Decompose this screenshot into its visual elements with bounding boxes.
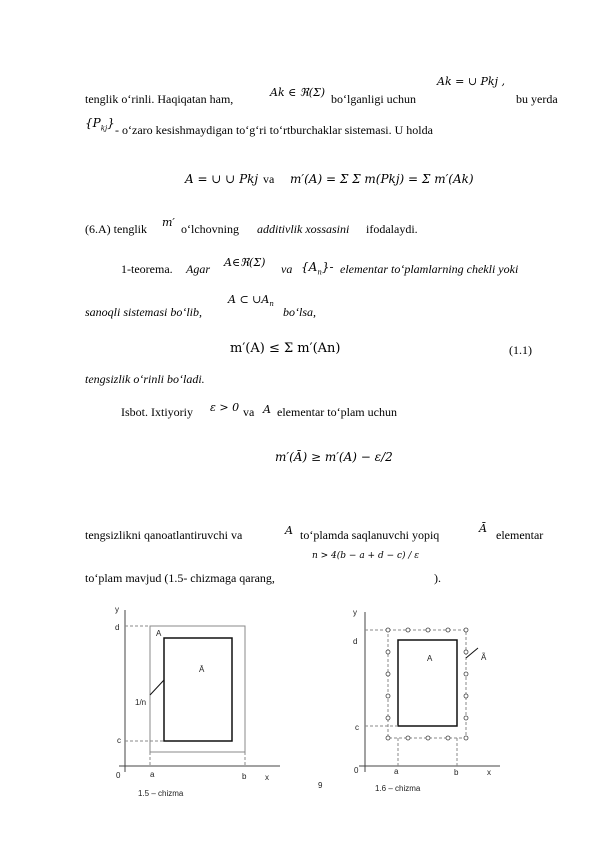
pkj-set: $\{P_{kj}\}$: [85, 116, 115, 133]
fig2-a-set-label: A: [427, 654, 433, 663]
para2-suffix: ifodalaydi.: [366, 222, 418, 236]
fig1-y-label: y: [115, 605, 119, 614]
proof-end: elementar to‘plam uchun: [277, 405, 397, 419]
proof-va: va: [243, 405, 255, 419]
fig2-origin-label: 0: [354, 766, 359, 775]
fig2-caption: 1.6 – chizma: [375, 784, 421, 793]
proof-start: Isbot. Ixtiyoriy: [121, 405, 193, 419]
set-atilde-rect: [388, 630, 466, 738]
fig1-b-label: b: [242, 772, 247, 781]
theorem-conclusion: tengsizlik o‘rinli bo‘ladi.: [85, 372, 205, 386]
para2-italic: additivlik xossasini: [257, 222, 350, 236]
fig1-inv-n-label: 1/n: [135, 698, 147, 707]
formula-ak-union: Ak = ∪ Pkj ,: [437, 75, 506, 88]
para3-a: A: [285, 524, 293, 537]
para3-line1-start: tengsizlikni qanoatlantiruvchi va: [85, 528, 243, 542]
fig1-a-set-label: A: [156, 629, 162, 638]
fig2-atilde-label: Ã: [481, 653, 487, 662]
fig2-c-label: c: [355, 723, 359, 732]
fig2-b-label: b: [454, 768, 459, 777]
theorem-desc: elementar to‘plamlarning chekli yoki: [340, 262, 519, 276]
fig1-x-label: x: [265, 773, 269, 782]
formula-va: va: [263, 172, 275, 186]
proof-a: A: [263, 403, 271, 416]
fig2-a-label: a: [394, 767, 399, 776]
para2-prefix: (6.A) tenglik: [85, 222, 147, 236]
proof-formula: m′(Ā) ≥ m′(A) − ε/2: [275, 450, 393, 464]
fig1-caption: 1.5 – chizma: [138, 789, 184, 798]
para1-line2: - o‘zaro kesishmaydigan to‘g‘ri to‘rtburchaklar sistemasi. U holda: [115, 123, 433, 137]
theorem-formula: m′(A) ≤ Σ m′(An): [230, 341, 341, 356]
theorem-subset: A ⊂ $\cup A_n$: [228, 293, 274, 309]
theorem-label: 1-teorema.: [121, 262, 173, 276]
equation-number: (1.1): [509, 343, 532, 357]
para3-line2-end: ).: [434, 571, 441, 585]
figure-1-5: [105, 600, 285, 800]
fig1-origin-label: 0: [116, 771, 121, 780]
para1-line1-start: tenglik o‘rinli. Haqiqatan ham,: [85, 92, 234, 106]
para3-abar: Ā: [479, 522, 487, 535]
formula-measure-sum: m′(A) = Σ Σ m(Pkj) = Σ m′(Ak): [290, 172, 474, 186]
set-abar-rect: [164, 638, 232, 741]
fig1-d-label: d: [115, 623, 120, 632]
formula-a-union: A = ∪ ∪ Pkj: [185, 172, 259, 186]
theorem-an-set: $\{A_n\}-$: [301, 260, 334, 277]
theorem-line2-start: sanoqli sistemasi bo‘lib,: [85, 305, 203, 319]
n-inequality: n > 4(b − a + d − c) / ε: [312, 551, 420, 561]
proof-epsilon: ε > 0: [210, 401, 240, 414]
theorem-agar: Agar: [186, 262, 210, 276]
inv-n-arrow: [150, 680, 164, 695]
theorem-line2-end: bo‘lsa,: [283, 305, 316, 319]
fig2-x-label: x: [487, 768, 491, 777]
formula-ak-member: Ak ∈ ℜ(Σ): [270, 86, 326, 99]
fig2-d-label: d: [353, 637, 358, 646]
fig1-c-label: c: [117, 736, 121, 745]
fig1-abar-label: Ā: [199, 665, 205, 674]
theorem-a-member: A∈ℜ(Σ): [224, 256, 266, 269]
para1-line1-end: bu yerda: [516, 92, 558, 106]
fig1-a-label: a: [150, 770, 155, 779]
theorem-va: va: [281, 262, 293, 276]
para3-line1-mid: to‘plamda saqlanuvchi yopiq: [300, 528, 440, 542]
set-a-rect: [398, 640, 457, 726]
fig2-y-label: y: [353, 608, 357, 617]
m-prime-symbol: m′: [162, 216, 175, 229]
figure-1-6: [345, 600, 505, 800]
page-number: 9: [318, 781, 323, 790]
para2-mid: o‘lchovning: [181, 222, 239, 236]
para3-line1-end: elementar: [496, 528, 544, 542]
para3-line2-start: to‘plam mavjud (1.5- chizmaga qarang,: [85, 571, 275, 585]
para1-line1-mid: bo‘lganligi uchun: [331, 92, 416, 106]
